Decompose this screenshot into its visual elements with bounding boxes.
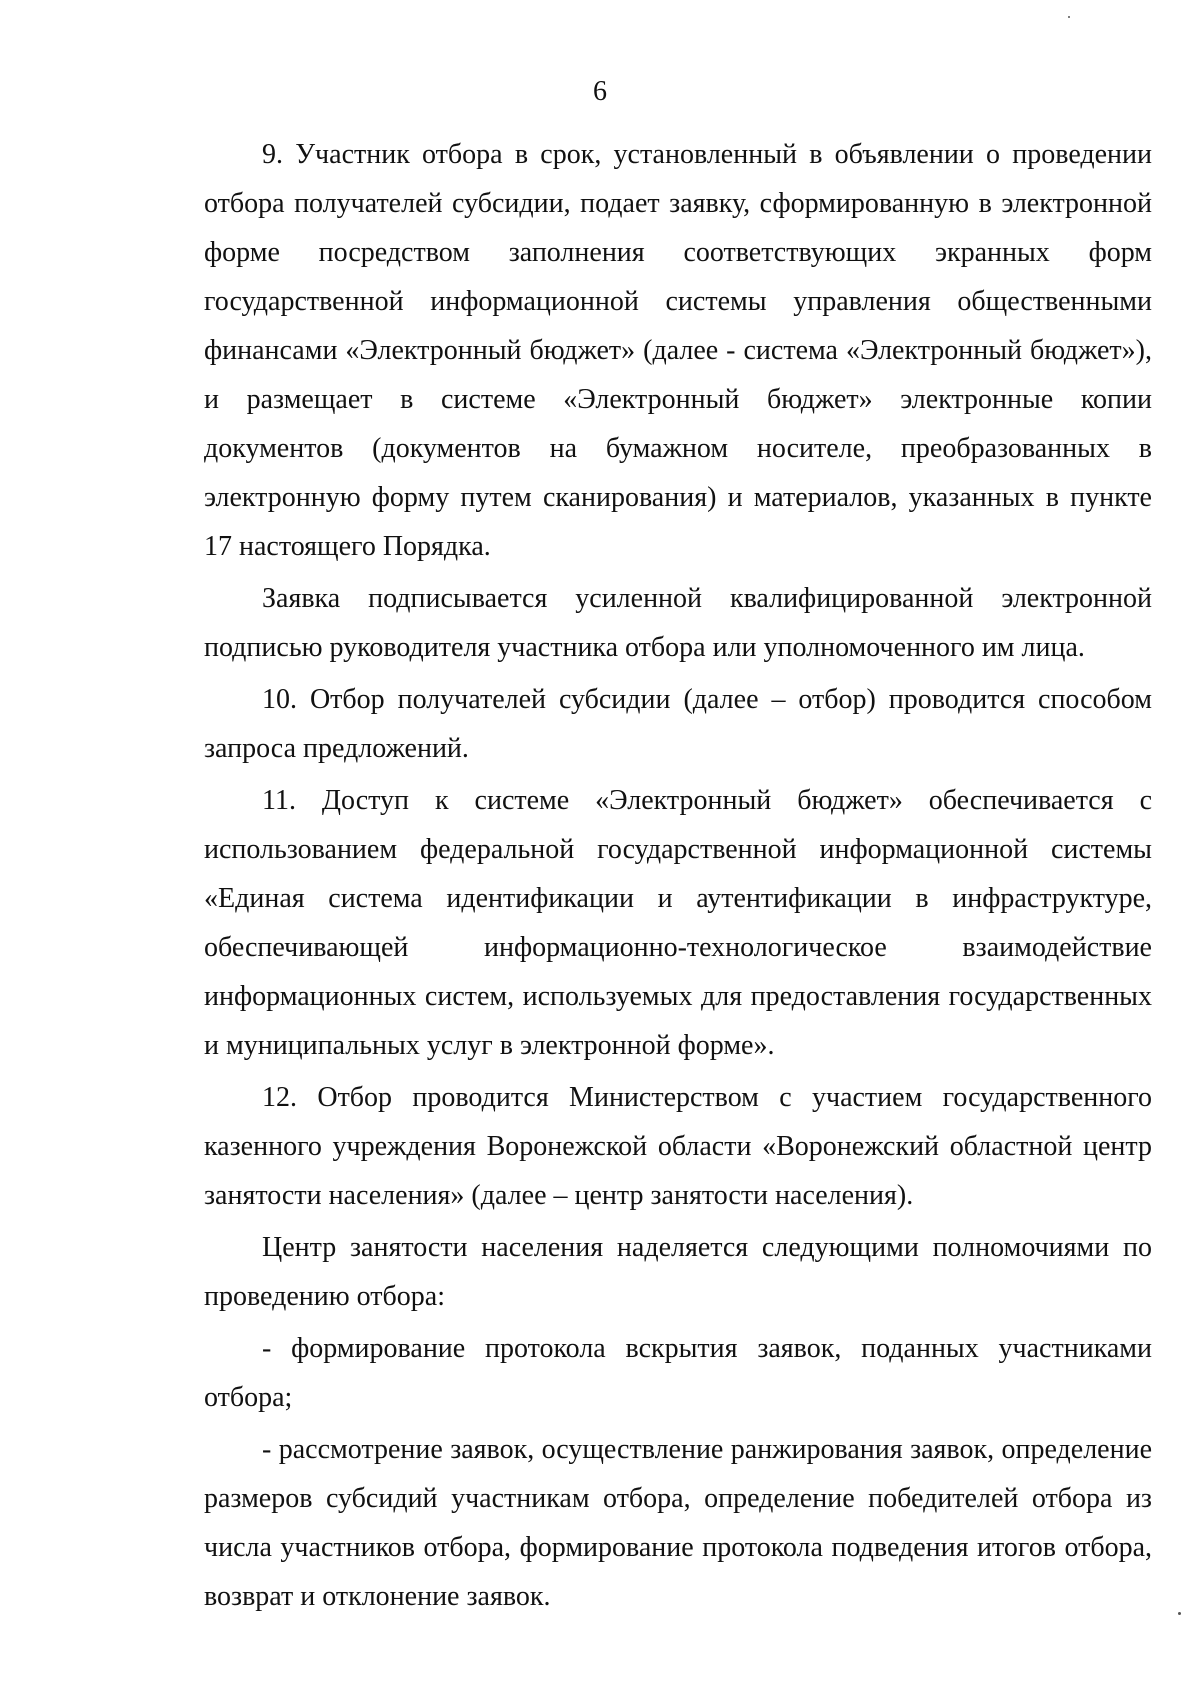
paragraph-11: 11. Доступ к системе «Электронный бюджет» обеспечивается с использованием федеральной государственной информационной системы «Единая система идентификации и аутентификации в инфраструктуре, обеспечивающей информационно-технологическое взаимодействие информационных систем, используемых для предоставления государственных и муниципальных услуг в электронной форме».: [204, 785, 1152, 1061]
list-item-review: - рассмотрение заявок, осуществление ранжирования заявок, определение размеров субсидий участникам отбора, определение победителей отбора из числа участников отбора, формирование протокола подведения итогов отбора, возврат и отклонение заявок.: [204, 1434, 1152, 1612]
paragraph-9: 9. Участник отбора в срок, установленный в объявлении о проведении отбора получателей субсидии, подает заявку, сформированную в электронной форме посредством заполнения соответствующих экранных форм государственной информационной системы управления общественными финансами «Электронный бюджет» (далее - система «Электронный бюджет»), и размещает в системе «Электронный бюджет» электронные копии документов (документов на бумажном носителе, преобразованных в электронную форму путем сканирования) и материалов, указанных в пункте 17 настоящего Порядка.: [204, 139, 1152, 562]
document-body: [204, 130, 1152, 1621]
scan-speck: [1068, 16, 1070, 18]
paragraph-12: 12. Отбор проводится Министерством с участием государственного казенного учреждения Воронежской области «Воронежский областной центр занятости населения» (далее – центр занятости населения).: [204, 1082, 1152, 1211]
paragraph-signature: Заявка подписывается усиленной квалифицированной электронной подписью руководителя участника отбора или уполномоченного им лица.: [204, 583, 1152, 663]
paragraph-10: 10. Отбор получателей субсидии (далее – отбор) проводится способом запроса предложений.: [204, 684, 1152, 764]
list-item-protocol: - формирование протокола вскрытия заявок, поданных участниками отбора;: [204, 1333, 1152, 1413]
page-number: 6: [593, 76, 607, 107]
paragraph-center-powers: Центр занятости населения наделяется следующими полномочиями по проведению отбора:: [204, 1232, 1152, 1312]
scan-speck: [1178, 1612, 1181, 1615]
